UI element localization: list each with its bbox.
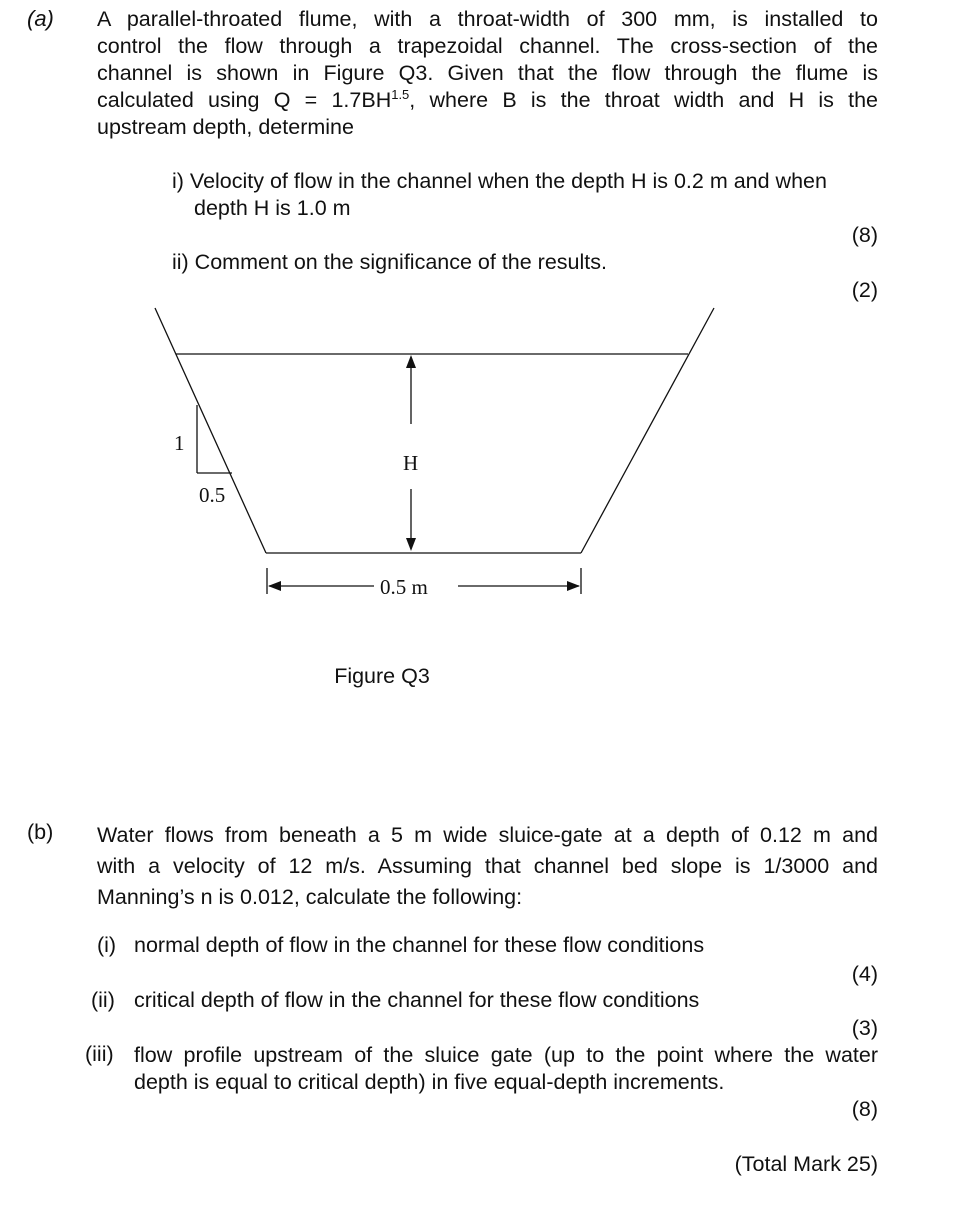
part-a-sub-ii: ii) Comment on the significance of the results.	[172, 250, 607, 274]
depth-h-label: H	[403, 451, 419, 475]
formula-pre: calculated using Q = 1.7BH	[97, 88, 392, 112]
part-a-line-1: A parallel-throated flume, with a throat-width of 300 mm, is installed to	[97, 7, 878, 31]
part-b-item-i-text: normal depth of flow in the channel for these flow conditions	[134, 933, 705, 957]
marks-a-i: (8)	[851, 223, 878, 247]
right-bank-line	[581, 308, 714, 553]
part-a-sub-i-line-2: depth H is 1.0 m	[194, 196, 351, 220]
figure-caption: Figure Q3	[334, 664, 430, 688]
formula-exponent: 1.5	[391, 87, 410, 102]
part-b-label: (b)	[27, 820, 54, 844]
total-mark: (Total Mark 25)	[734, 1152, 878, 1176]
part-b-item-i-num: (i)	[97, 933, 117, 957]
part-b-line-1: Water flows from beneath a 5 m wide sluice-gate at a depth of 0.12 m and	[97, 823, 878, 847]
left-bank-line	[155, 308, 266, 553]
marks-a-ii: (2)	[851, 278, 878, 302]
part-a-sub-i-line-1: i) Velocity of flow in the channel when the depth H is 0.2 m and when	[172, 169, 827, 193]
base-arrow-head-right	[567, 581, 580, 591]
marks-b-iii: (8)	[851, 1097, 878, 1121]
part-a-line-5: upstream depth, determine	[97, 115, 354, 139]
part-b-item-iii-text	[134, 1042, 878, 1096]
slope-run-label: 0.5	[199, 483, 226, 507]
part-a-line-2: control the flow through a trapezoidal channel. The cross-section of the	[97, 34, 878, 58]
base-width-label: 0.5 m	[380, 575, 428, 599]
depth-arrow-head-down	[406, 538, 416, 551]
part-b-item-ii-text: critical depth of flow in the channel for these flow conditions	[134, 988, 700, 1012]
part-a-line-3: channel is shown in Figure Q3. Given that the flow through the flume is	[97, 61, 878, 85]
slope-rise-label: 1	[174, 431, 185, 455]
part-b-item-iii-line-2: depth is equal to critical depth) in five equal-depth increments.	[134, 1070, 725, 1094]
marks-b-i: (4)	[851, 962, 878, 986]
part-b-item-iii-num: (iii)	[85, 1042, 114, 1066]
part-b-line-2: with a velocity of 12 m/s. Assuming that channel bed slope is 1/3000 and	[97, 854, 878, 878]
part-b-line-3: Manning’s n is 0.012, calculate the following:	[97, 885, 523, 909]
part-a-label: (a)	[27, 6, 54, 31]
part-b-item-iii-line-1: flow profile upstream of the sluice gate (up to the point where the water	[134, 1043, 878, 1067]
depth-arrow-head-up	[406, 355, 416, 368]
part-b-question	[97, 820, 878, 913]
marks-b-ii: (3)	[851, 1016, 878, 1040]
part-b-item-ii-num: (ii)	[91, 988, 115, 1012]
base-arrow-head-left	[268, 581, 281, 591]
formula-post: , where B is the throat width and H is the	[409, 88, 878, 112]
